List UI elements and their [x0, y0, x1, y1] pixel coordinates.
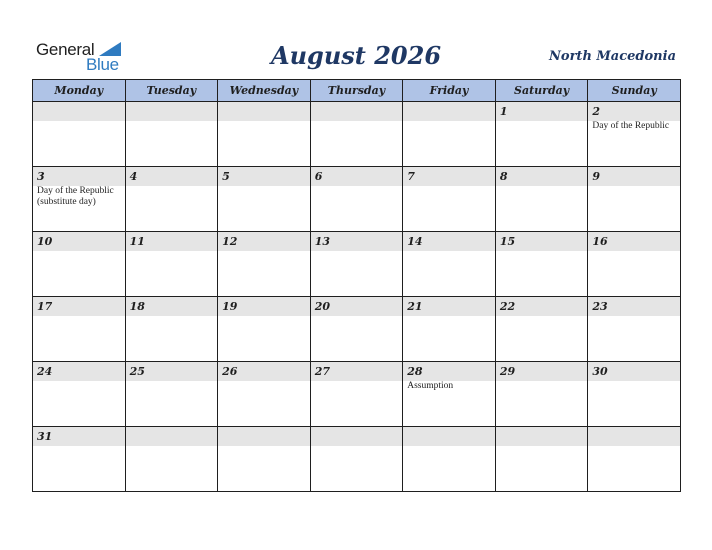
day-number-strip: [496, 362, 588, 381]
day-number: 3: [37, 170, 45, 183]
day-cell: [125, 362, 218, 427]
day-number-strip: [218, 167, 310, 186]
day-cell: [403, 362, 496, 427]
day-number-strip: [496, 102, 588, 121]
day-number: 12: [222, 235, 238, 248]
calendar-grid: [32, 79, 681, 492]
day-number: 28: [407, 365, 423, 378]
day-number-strip: [218, 362, 310, 381]
weekday-header: Monday: [33, 80, 126, 102]
day-cell: [218, 297, 311, 362]
week-row: [33, 362, 681, 427]
day-number-strip: [218, 102, 310, 121]
day-cell: [125, 427, 218, 492]
day-number-strip: [311, 297, 403, 316]
day-number-strip: [588, 102, 680, 121]
weekday-header: Saturday: [495, 80, 588, 102]
weekday-header: Wednesday: [218, 80, 311, 102]
day-cell: [218, 362, 311, 427]
day-number: 7: [407, 170, 415, 183]
day-cell: [125, 102, 218, 167]
week-row: [33, 297, 681, 362]
day-number: 31: [37, 430, 53, 443]
day-cell: [218, 102, 311, 167]
day-number: 13: [314, 235, 330, 248]
day-number-strip: [311, 232, 403, 251]
day-cell: [125, 232, 218, 297]
day-number: 6: [314, 170, 323, 183]
day-number-strip: [33, 167, 125, 186]
day-number-strip: [403, 427, 495, 446]
day-number-strip: [588, 427, 680, 446]
day-number-strip: [588, 362, 680, 381]
day-number: 24: [37, 365, 53, 378]
day-number-strip: [126, 427, 218, 446]
logo-blue-text: Blue: [86, 55, 119, 74]
day-number-strip: [311, 427, 403, 446]
day-number-strip: [588, 297, 680, 316]
week-row: [33, 232, 681, 297]
day-cell: [310, 102, 403, 167]
day-number-strip: [403, 232, 495, 251]
day-cell: [403, 167, 496, 232]
day-cell: [588, 297, 681, 362]
day-number: 10: [37, 235, 53, 248]
country-name: North Macedonia: [549, 49, 676, 64]
day-number-strip: [496, 427, 588, 446]
day-number-strip: [496, 167, 588, 186]
day-number: 11: [129, 235, 145, 248]
day-number: 26: [222, 365, 238, 378]
day-number-strip: [218, 232, 310, 251]
day-number: 15: [499, 235, 516, 248]
day-cell: [495, 427, 588, 492]
day-number-strip: [311, 167, 403, 186]
day-cell: [495, 297, 588, 362]
day-cell: [495, 362, 588, 427]
day-cell: [310, 232, 403, 297]
day-number-strip: [588, 167, 680, 186]
day-cell: [588, 167, 681, 232]
day-number-strip: [588, 232, 680, 251]
day-number-strip: [126, 362, 218, 381]
logo-general-text: General: [36, 40, 95, 59]
day-number: 25: [129, 365, 145, 378]
day-cell: [218, 167, 311, 232]
day-number: 5: [222, 170, 230, 183]
day-number: 1: [499, 105, 508, 118]
day-cell: [33, 232, 126, 297]
day-number-strip: [496, 232, 588, 251]
day-cell: [310, 297, 403, 362]
day-cell: [33, 102, 126, 167]
day-cell: [588, 362, 681, 427]
day-cell: [33, 297, 126, 362]
day-number-strip: [126, 232, 218, 251]
day-number-strip: [218, 297, 310, 316]
day-number-strip: [496, 297, 588, 316]
day-cell: [403, 297, 496, 362]
day-cell: [310, 427, 403, 492]
day-cell: [403, 102, 496, 167]
day-number-strip: [403, 167, 495, 186]
day-cell: [218, 232, 311, 297]
day-number-strip: [33, 232, 125, 251]
day-cell: [495, 102, 588, 167]
day-number: 29: [499, 365, 516, 378]
holiday-label: Day of the Republic: [592, 121, 670, 131]
day-number: 2: [592, 105, 601, 118]
day-number-strip: [403, 362, 495, 381]
weekday-header: Friday: [403, 80, 496, 102]
day-number-strip: [33, 427, 125, 446]
day-cell: [495, 167, 588, 232]
holiday-label: Assumption: [407, 381, 454, 391]
holiday-label: Day of the Republic (substitute day): [37, 186, 114, 207]
day-cell: [125, 297, 218, 362]
day-cell: [588, 427, 681, 492]
day-number: 4: [129, 170, 138, 183]
day-number-strip: [126, 297, 218, 316]
day-cell: [403, 232, 496, 297]
day-number-strip: [33, 362, 125, 381]
week-row: [33, 167, 681, 232]
day-number: 30: [592, 365, 608, 378]
day-cell: [33, 427, 126, 492]
day-cell: [33, 362, 126, 427]
day-number: 14: [407, 235, 423, 248]
day-number: 27: [314, 365, 330, 378]
day-number-strip: [33, 102, 125, 121]
weekday-header-row: [33, 80, 681, 102]
day-number-strip: [311, 362, 403, 381]
day-number-strip: [126, 167, 218, 186]
weekday-header: Sunday: [588, 80, 681, 102]
day-number: 21: [407, 300, 423, 313]
day-number: 18: [129, 300, 145, 313]
day-cell: [33, 167, 126, 232]
weekday-header: Thursday: [310, 80, 403, 102]
day-cell: [310, 362, 403, 427]
day-number: 17: [37, 300, 53, 313]
week-row: [33, 427, 681, 492]
day-cell: [218, 427, 311, 492]
day-cell: [588, 102, 681, 167]
day-number: 9: [592, 170, 601, 183]
day-number-strip: [403, 102, 495, 121]
day-number-strip: [403, 297, 495, 316]
day-cell: [125, 167, 218, 232]
day-number: 22: [499, 300, 516, 313]
day-cell: [588, 232, 681, 297]
calendar-title: August 2026: [270, 41, 442, 70]
day-number: 16: [592, 235, 608, 248]
day-number-strip: [311, 102, 403, 121]
day-number: 23: [592, 300, 608, 313]
day-cell: [310, 167, 403, 232]
day-number-strip: [126, 102, 218, 121]
week-row: [33, 102, 681, 167]
day-cell: [495, 232, 588, 297]
day-number: 19: [222, 300, 238, 313]
day-cell: [403, 427, 496, 492]
weekday-header: Tuesday: [125, 80, 218, 102]
day-number: 8: [499, 170, 508, 183]
day-number-strip: [33, 297, 125, 316]
day-number-strip: [218, 427, 310, 446]
day-number: 20: [314, 300, 330, 313]
